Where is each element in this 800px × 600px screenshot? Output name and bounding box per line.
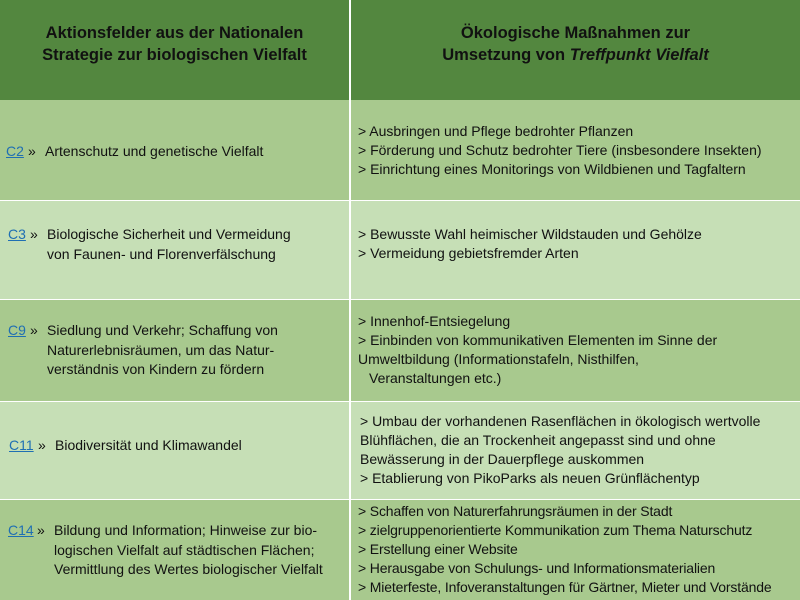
measure-item: > zielgruppenorientierte Kommunikation zum Thema Naturschutz xyxy=(358,522,753,538)
raquo-c3: » xyxy=(30,226,38,242)
measure-item: > Erstellung einer Website xyxy=(358,541,518,557)
measure-item: > Förderung und Schutz bedrohter Tiere (insbesondere Insekten) xyxy=(358,142,762,158)
row-c9-measures xyxy=(358,312,717,388)
row-c3-topic xyxy=(47,225,291,264)
row-c9-topic-line: Siedlung und Verkehr; Schaffung von xyxy=(47,322,278,338)
link-c14[interactable]: C14 xyxy=(8,522,34,538)
header-left-title xyxy=(0,22,349,66)
row-c14-measures xyxy=(358,502,772,597)
row-c9-topic-line: verständnis von Kindern zu fördern xyxy=(47,361,265,377)
row-c2-measures xyxy=(358,122,762,179)
row-c2-topic xyxy=(45,142,263,162)
measure-item: > Mieterfeste, Infoveranstaltungen für Gärtner, Mieter und Vorstände xyxy=(358,579,772,595)
row-c14-topic-line: Vermittlung des Wertes biologischer Vielfalt xyxy=(54,561,323,577)
table-row xyxy=(0,100,800,200)
raquo-c11: » xyxy=(38,437,46,453)
row-c11-measures xyxy=(360,412,760,488)
row-c14-topic-line: logischen Vielfalt auf städtischen Flächen; xyxy=(54,541,315,558)
link-c3[interactable]: C3 xyxy=(8,226,26,242)
row-c3-topic-line: von Faunen- und Florenverfälschung xyxy=(47,245,276,262)
table-header xyxy=(0,0,800,100)
row-c3-left xyxy=(0,201,349,299)
row-c9-topic-line: Naturerlebnisräumen, um das Natur- xyxy=(47,341,275,358)
measure-item: > Herausgabe von Schulungs- und Informationsmaterialien xyxy=(358,560,716,576)
row-c14-topic-line: Bildung und Information; Hinweise zur bio- xyxy=(54,522,318,538)
measure-item: > Bewusste Wahl heimischer Wildstauden und Gehölze xyxy=(358,226,702,242)
row-c9-topic xyxy=(47,321,278,380)
row-c3-measures xyxy=(358,225,702,263)
measure-item: Bewässerung in der Dauerpflege auskommen xyxy=(360,451,645,467)
row-c9-right xyxy=(351,300,800,401)
header-left-line1: Aktionsfelder aus der Nationalen xyxy=(45,24,304,42)
row-c3-topic-line: Biologische Sicherheit und Vermeidung xyxy=(47,226,291,242)
table-row xyxy=(0,300,800,401)
link-c2[interactable]: C2 xyxy=(6,143,24,159)
row-c9-left xyxy=(0,300,349,401)
measure-item: Veranstaltungen etc.) xyxy=(369,370,502,386)
raquo-c2: » xyxy=(28,143,36,159)
raquo-c14: » xyxy=(37,522,45,538)
link-c11[interactable]: C11 xyxy=(9,437,34,453)
measure-item: > Etablierung von PikoParks als neuen Grünflächentyp xyxy=(360,470,700,486)
measure-item: > Ausbringen und Pflege bedrohter Pflanzen xyxy=(358,123,634,139)
raquo-c9: » xyxy=(30,322,38,338)
row-c2-topic-line: Artenschutz und genetische Vielfalt xyxy=(45,143,264,159)
row-c11-topic xyxy=(55,436,242,456)
header-right-line2-prefix: Umsetzung von xyxy=(442,46,570,64)
row-c11-right xyxy=(351,402,800,499)
row-c11-left xyxy=(0,402,349,499)
header-left-line2: Strategie zur biologischen Vielfalt xyxy=(42,46,307,64)
row-c14-left xyxy=(0,500,349,600)
row-c11-topic-line: Biodiversität und Klimawandel xyxy=(55,437,242,453)
row-c3-right xyxy=(351,201,800,299)
measure-item: Umweltbildung (Informationstafeln, Nisthilfen, xyxy=(358,351,639,367)
measure-item: > Innenhof-Entsiegelung xyxy=(358,313,511,329)
table-row xyxy=(0,201,800,299)
measure-item: Blühflächen, die an Trockenheit angepasst sind und ohne xyxy=(360,432,716,448)
header-right-line2 xyxy=(351,44,800,66)
row-c2-right xyxy=(351,100,800,200)
header-right-line1: Ökologische Maßnahmen zur xyxy=(460,24,691,42)
header-right-cell xyxy=(351,0,800,100)
column-divider xyxy=(349,0,351,600)
measure-item: > Schaffen von Naturerfahrungsräumen in der Stadt xyxy=(358,503,673,519)
header-left-cell xyxy=(0,0,349,100)
header-right-title xyxy=(351,22,800,66)
measure-item: > Einrichtung eines Monitorings von Wildbienen und Tagfaltern xyxy=(358,161,746,177)
row-c2-left xyxy=(0,100,349,200)
row-c14-topic xyxy=(54,521,323,580)
header-right-line2-italic: Treffpunkt Vielfalt xyxy=(569,46,709,64)
measure-item: > Umbau der vorhandenen Rasenflächen in ökologisch wertvolle xyxy=(360,413,761,429)
table-row xyxy=(0,500,800,600)
measure-item: > Einbinden von kommunikativen Elementen im Sinne der xyxy=(358,332,718,348)
link-c9[interactable]: C9 xyxy=(8,322,26,338)
row-c14-right xyxy=(351,500,800,600)
measure-item: > Vermeidung gebietsfremder Arten xyxy=(358,245,579,261)
table-row xyxy=(0,402,800,499)
